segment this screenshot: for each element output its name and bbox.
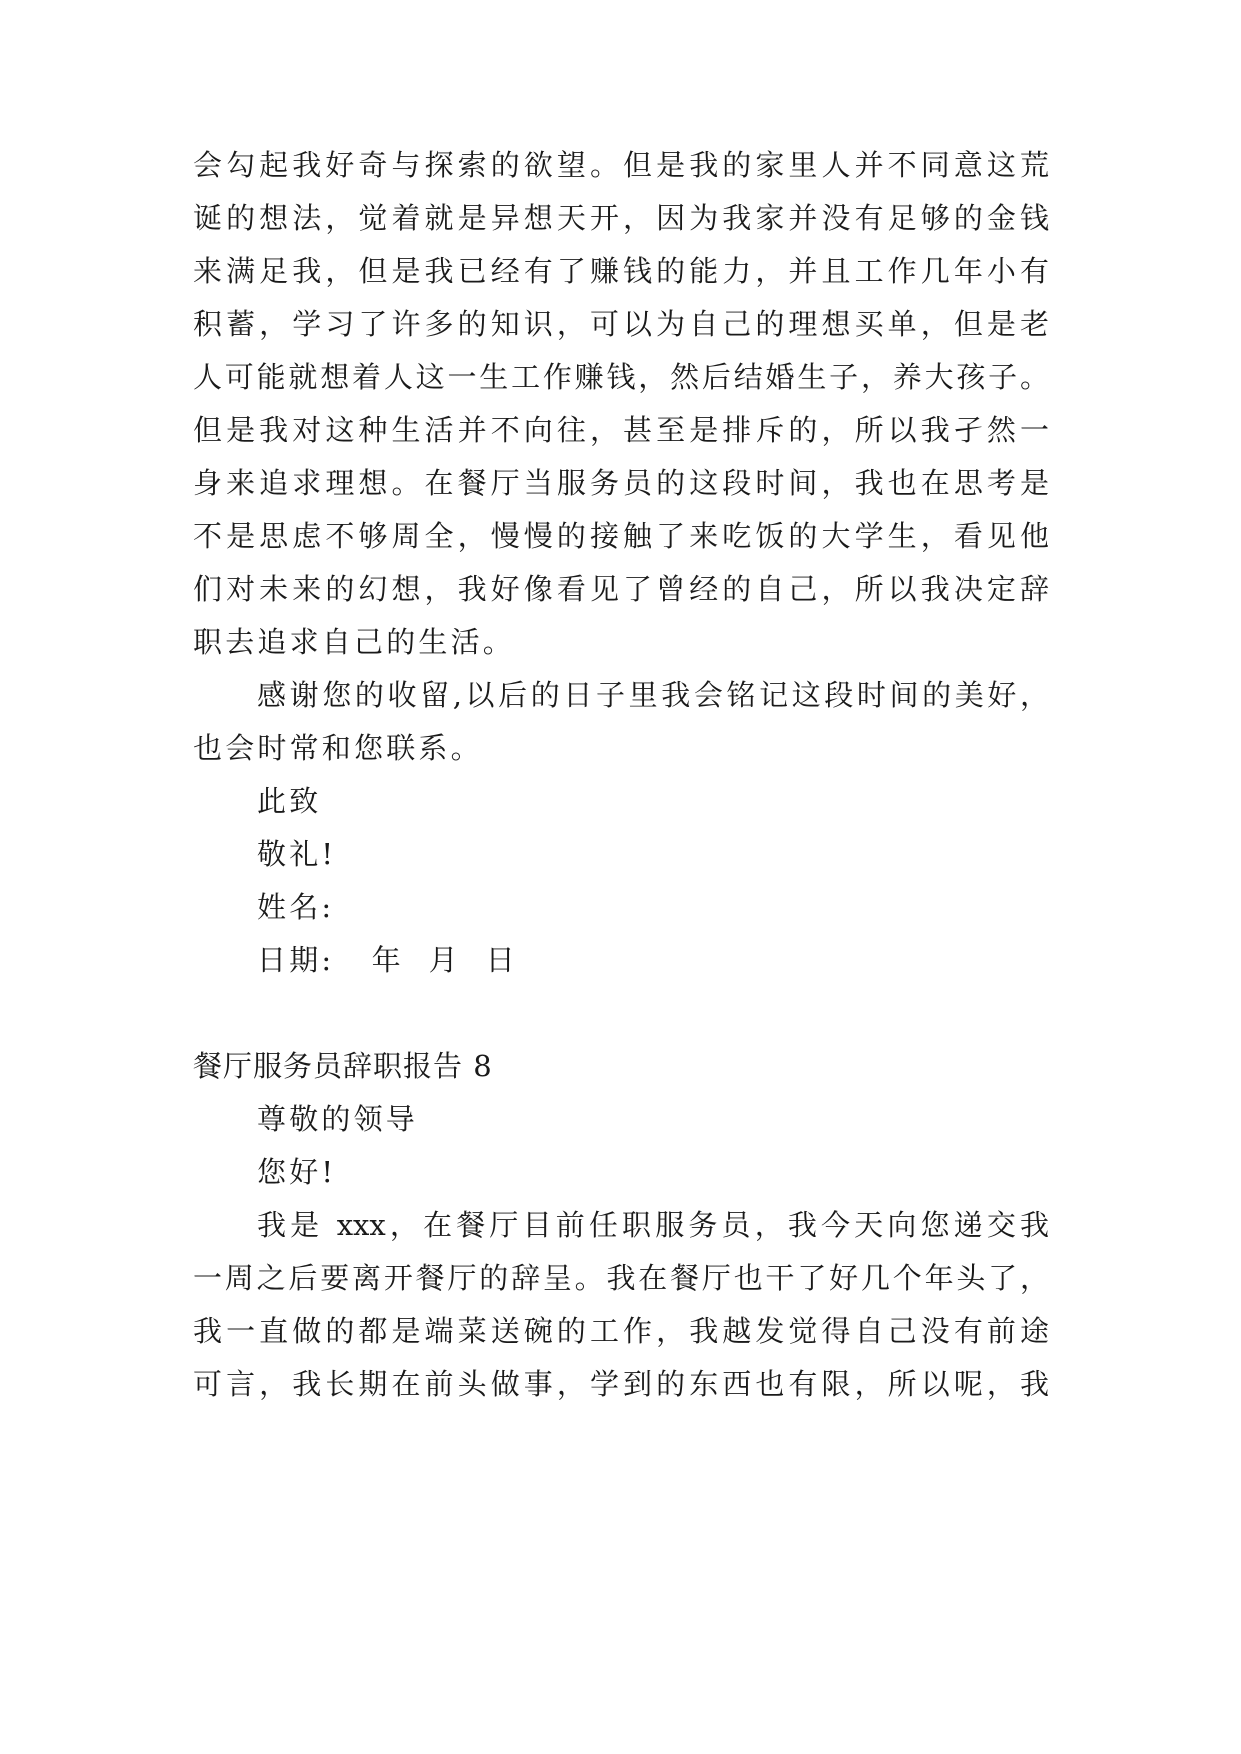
paragraph-line: 会勾起我好奇与探索的欲望。但是我的家里人并不同意这荒 xyxy=(193,148,1049,182)
paragraph-line: 来满足我，但是我已经有了赚钱的能力，并且工作几年小有 xyxy=(193,254,1049,288)
paragraph-line: 人可能就想着人这一生工作赚钱，然后结婚生子，养大孩子。 xyxy=(193,360,1049,394)
section-title: 餐厅服务员辞职报告 8 xyxy=(193,1049,493,1083)
greeting: 您好! xyxy=(257,1155,337,1189)
closing-salutation: 此致 xyxy=(257,784,322,818)
name-label: 姓名: xyxy=(257,890,335,924)
paragraph-line: 们对未来的幻想，我好像看见了曾经的自己，所以我决定辞 xyxy=(193,572,1049,606)
paragraph-line: 积蓄，学习了许多的知识，可以为自己的理想买单，但是老 xyxy=(193,307,1049,341)
paragraph-line: 不是思虑不够周全，慢慢的接触了来吃饭的大学生，看见他 xyxy=(193,519,1049,553)
paragraph-line: 诞的想法，觉着就是异想天开，因为我家并没有足够的金钱 xyxy=(193,201,1049,235)
paragraph-line: 感谢您的收留,以后的日子里我会铭记这段时间的美好， xyxy=(257,678,1049,712)
date-label: 日期: 年 月 日 xyxy=(257,943,518,977)
paragraph-line: 可言，我长期在前头做事，学到的东西也有限，所以呢，我 xyxy=(193,1367,1049,1401)
paragraph-line: 一周之后要离开餐厅的辞呈。我在餐厅也干了好几个年头了， xyxy=(193,1261,1049,1295)
paragraph-line: 身来追求理想。在餐厅当服务员的这段时间，我也在思考是 xyxy=(193,466,1049,500)
paragraph-line: 我是 xxx，在餐厅目前任职服务员，我今天向您递交我 xyxy=(257,1208,1049,1242)
paragraph-line: 我一直做的都是端菜送碗的工作，我越发觉得自己没有前途 xyxy=(193,1314,1049,1348)
paragraph-line: 职去追求自己的生活。 xyxy=(193,625,516,659)
closing-regards: 敬礼! xyxy=(257,837,337,871)
paragraph-line: 也会时常和您联系。 xyxy=(193,731,483,765)
addressee: 尊敬的领导 xyxy=(257,1102,419,1136)
paragraph-line: 但是我对这种生活并不向往，甚至是排斥的，所以我孑然一 xyxy=(193,413,1049,447)
